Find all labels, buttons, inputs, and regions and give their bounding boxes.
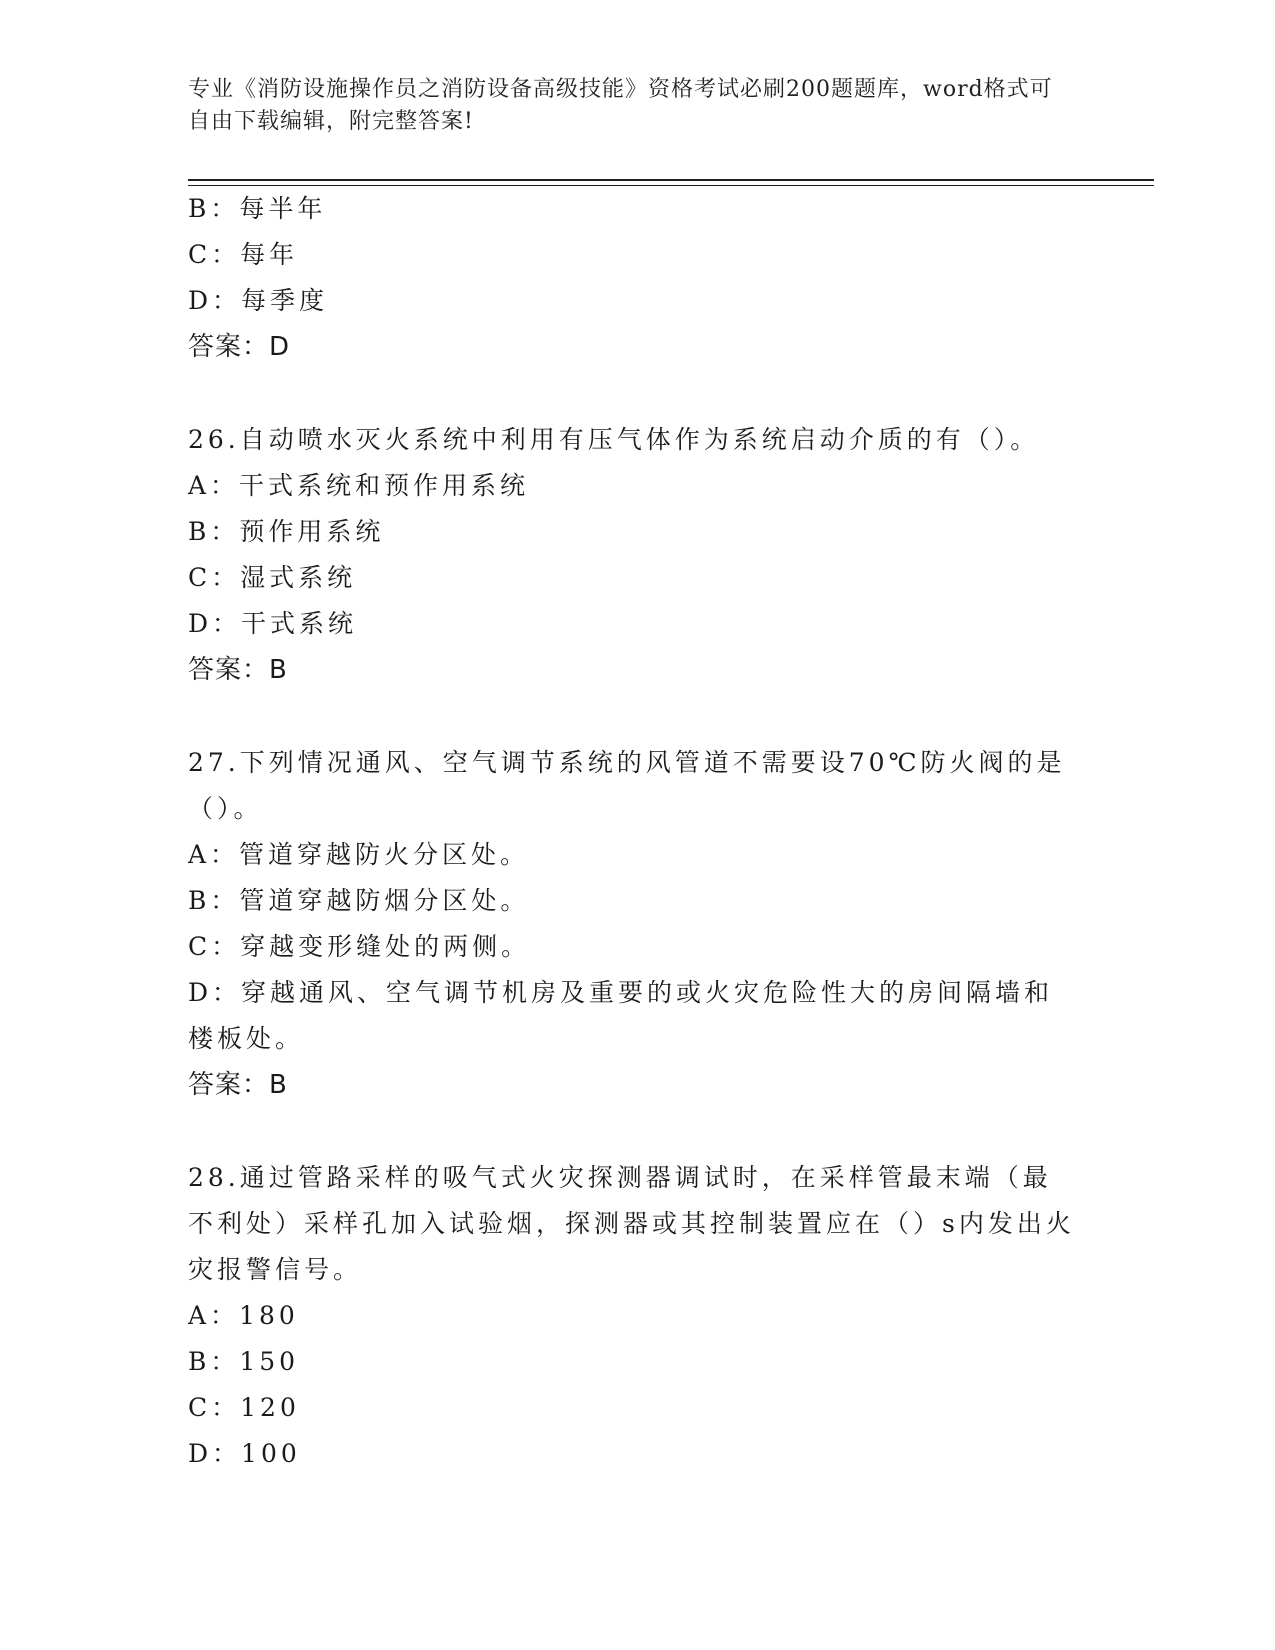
answer-label: 答案：B bbox=[188, 655, 288, 685]
option-b: B：管道穿越防烟分区处。 bbox=[188, 886, 530, 915]
option-c: C：每年 bbox=[188, 240, 299, 269]
option-c: C：120 bbox=[188, 1393, 300, 1422]
question-list bbox=[188, 186, 1088, 1477]
option-b: B：每半年 bbox=[188, 194, 327, 223]
answer-label: 答案：B bbox=[188, 1070, 288, 1100]
question-28 bbox=[188, 1155, 1088, 1477]
option-d: D：穿越通风、空气调节机房及重要的或火灾危险性大的房间隔墙和楼板处。 bbox=[188, 978, 1054, 1053]
prev-question-options bbox=[188, 186, 1088, 370]
question-stem: 28.通过管路采样的吸气式火灾探测器调试时，在采样管最末端（最不利处）采样孔加入试验烟，探测器或其控制装置应在（）s内发出火灾报警信号。 bbox=[188, 1163, 1075, 1284]
answer-label: 答案：D bbox=[188, 332, 291, 362]
option-a: A：管道穿越防火分区处。 bbox=[188, 840, 530, 869]
option-d: D：100 bbox=[188, 1439, 301, 1468]
question-stem: 26.自动喷水灭火系统中利用有压气体作为系统启动介质的有（）。 bbox=[188, 425, 1040, 454]
option-b: B：预作用系统 bbox=[188, 517, 385, 546]
question-26 bbox=[188, 417, 1088, 693]
option-c: C：穿越变形缝处的两侧。 bbox=[188, 932, 531, 961]
option-a: A：180 bbox=[188, 1301, 299, 1330]
option-c: C：湿式系统 bbox=[188, 563, 357, 592]
option-a: A：干式系统和预作用系统 bbox=[188, 471, 530, 500]
option-d: D：每季度 bbox=[188, 286, 329, 315]
question-stem: 27.下列情况通风、空气调节系统的风管道不需要设70℃防火阀的是（）。 bbox=[188, 748, 1066, 823]
document-header: 专业《消防设施操作员之消防设备高级技能》资格考试必刷200题题库，word格式可自由下载编辑，附完整答案! bbox=[188, 77, 1053, 134]
question-27 bbox=[188, 740, 1088, 1108]
option-d: D：干式系统 bbox=[188, 609, 358, 638]
header-rule-thick bbox=[188, 179, 1154, 181]
option-b: B：150 bbox=[188, 1347, 300, 1376]
